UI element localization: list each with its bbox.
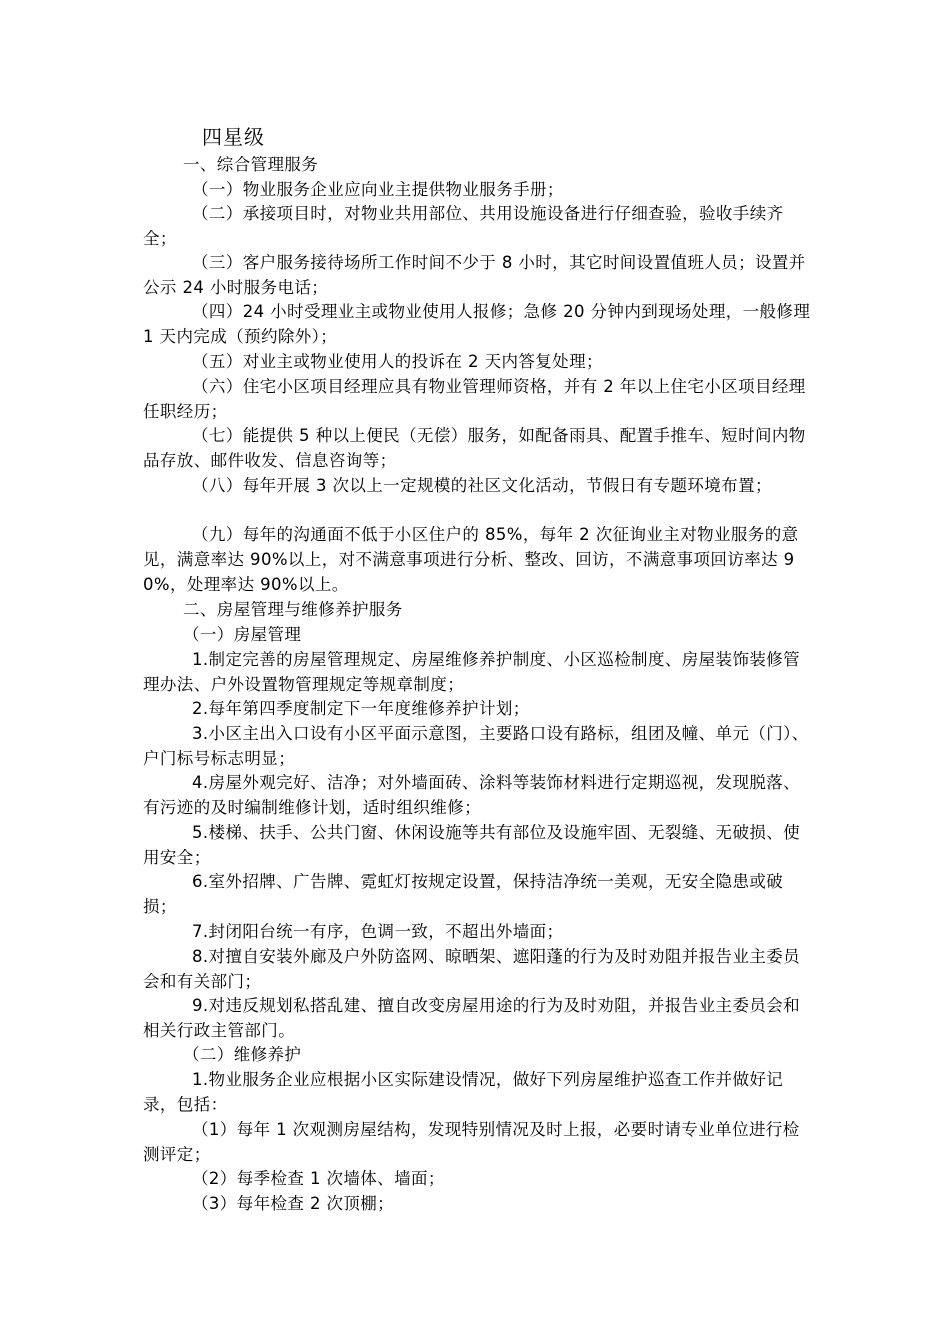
paragraph: （七）能提供 5 种以上便民（无偿）服务，如配备雨具、配置手推车、短时间内物品存放、邮件收发、信息咨询等； [143,426,806,470]
document-title: 四星级 [202,125,265,149]
paragraph: （五）对业主或物业使用人的投诉在 2 天内答复处理； [192,352,603,371]
paragraph: （九）每年的沟通面不低于小区住户的 85%，每年 2 次征询业主对物业服务的意见，满意率达 90%以上，对不满意事项进行分析、整改、回访，不满意事项回访率达 90%，处理率达 90%以上。 [143,525,799,594]
paragraph: （一）物业服务企业应向业主提供物业服务手册； [192,180,564,199]
paragraph: （四）24 小时受理业主或物业使用人报修；急修 20 分钟内到现场处理，一般修理 1 天内完成（预约除外）； [143,302,811,346]
paragraph: 9.对违反规划私搭乱建、擅自改变房屋用途的行为及时劝阻，并报告业主委员会和相关行政主管部门。 [143,996,801,1040]
paragraph: （1）每年 1 次观测房屋结构，发现特别情况及时上报，必要时请专业单位进行检测评定； [143,1120,800,1164]
paragraph: 7.封闭阳台统一有序，色调一致，不超出外墙面； [192,922,564,941]
paragraph: 1.制定完善的房屋管理规定、房屋维修养护制度、小区巡检制度、房屋装饰装修管理办法、户外设置物管理规定等规章制度； [143,650,801,694]
paragraph: 3.小区主出入口设有小区平面示意图，主要路口设有路标，组团及幢、单元（门）、户门标号标志明显； [143,724,809,768]
paragraph: 8.对擅自安装外廊及户外防盗网、晾晒架、遮阳蓬的行为及时劝阻并报告业主委员会和有关部门； [143,947,801,991]
paragraph: （八）每年开展 3 次以上一定规模的社区文化活动，节假日有专题环境布置； [192,476,772,495]
section-heading: 二、房屋管理与维修养护服务 [183,600,403,619]
subsection-heading: （二）维修养护 [183,1045,302,1064]
paragraph: 6.室外招牌、广告牌、霓虹灯按规定设置，保持洁净统一美观，无安全隐患或破损； [143,872,784,916]
subsection-heading: （一）房屋管理 [183,625,302,644]
paragraph: （2）每季检查 1 次墙体、墙面； [192,1169,445,1188]
section-heading: 一、综合管理服务 [183,155,319,174]
paragraph: 4.房屋外观完好、洁净；对外墙面砖、涂料等装饰材料进行定期巡视，发现脱落、有污迹的及时编制维修计划，适时组织维修； [143,773,801,817]
paragraph: 5.楼梯、扶手、公共门窗、休闲设施等共有部位及设施牢固、无裂缝、无破损、使用安全； [143,823,801,867]
paragraph: （三）客户服务接待场所工作时间不少于 8 小时，其它时间设置值班人员；设置并公示 24 小时服务电话； [143,253,806,297]
paragraph: 1.物业服务企业应根据小区实际建设情况，做好下列房屋维护巡查工作并做好记录，包括： [143,1070,784,1114]
paragraph: （二）承接项目时，对物业共用部位、共用设施设备进行仔细查验，验收手续齐全； [143,204,784,248]
paragraph: （3）每年检查 2 次顶棚； [192,1194,395,1213]
paragraph: 2.每年第四季度制定下一年度维修养护计划； [192,699,530,718]
paragraph: （六）住宅小区项目经理应具有物业管理师资格，并有 2 年以上住宅小区项目经理任职经历； [143,377,806,421]
